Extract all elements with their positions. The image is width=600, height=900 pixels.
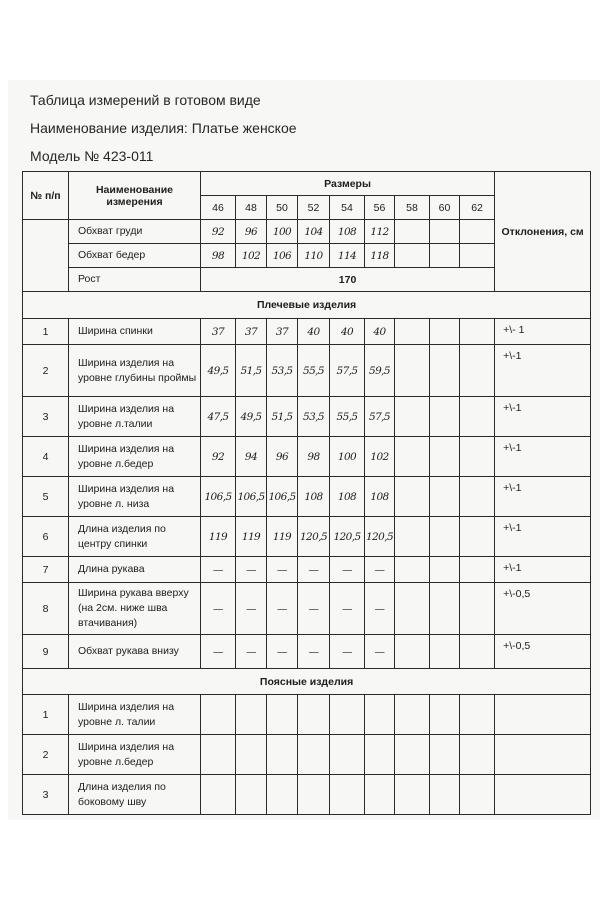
size-cell: 48 [236, 196, 267, 220]
row-number: 3 [23, 775, 69, 815]
deviation-value: +\-1 [495, 557, 591, 583]
measure-value: 98 [201, 244, 236, 268]
measure-value: 51,5 [267, 397, 298, 437]
measure-value: 37 [267, 319, 298, 345]
row-number: 1 [23, 319, 69, 345]
measure-value: 120,5 [330, 517, 365, 557]
row-number: 4 [23, 437, 69, 477]
row-number: 2 [23, 345, 69, 397]
empty-value-cell [236, 735, 267, 775]
measure-value: 47,5 [201, 397, 236, 437]
size-cell: 50 [267, 196, 298, 220]
size-cell: 52 [298, 196, 330, 220]
empty-number-cell [23, 220, 69, 292]
measure-value: 100 [330, 437, 365, 477]
measure-name: Ширина изделия на уровне л.бедер [69, 437, 201, 477]
measure-value: 108 [365, 477, 395, 517]
measure-value [395, 517, 430, 557]
measure-name: Ширина рукава вверху (на 2см. ниже шва втачивания) [69, 583, 201, 635]
size-cell: 60 [430, 196, 460, 220]
measure-value: — [236, 635, 267, 669]
empty-value-cell [395, 775, 430, 815]
empty-value-cell [267, 735, 298, 775]
deviation-value: +\-1 [495, 345, 591, 397]
empty-value-cell [201, 695, 236, 735]
measure-value [430, 477, 460, 517]
measure-name: Обхват груди [69, 220, 201, 244]
empty-value-cell [298, 775, 330, 815]
measure-value: 49,5 [201, 345, 236, 397]
measure-value: 98 [298, 437, 330, 477]
empty-value-cell [201, 735, 236, 775]
measure-value: — [267, 635, 298, 669]
measure-value [460, 397, 495, 437]
empty-value-cell [430, 735, 460, 775]
measure-value: 57,5 [365, 397, 395, 437]
measurement-table [22, 171, 591, 815]
empty-value-cell [430, 775, 460, 815]
height-label: Рост [69, 268, 201, 292]
measure-name: Длина изделия по боковому шву [69, 775, 201, 815]
number-header: № п/п [23, 172, 69, 220]
empty-deviation-cell [495, 775, 591, 815]
measure-value: 114 [330, 244, 365, 268]
measure-name: Обхват бедер [69, 244, 201, 268]
measure-value [395, 437, 430, 477]
measure-value: — [201, 635, 236, 669]
measure-value: 92 [201, 437, 236, 477]
measure-value [430, 437, 460, 477]
measure-value [395, 583, 430, 635]
measure-value: 120,5 [298, 517, 330, 557]
empty-value-cell [201, 775, 236, 815]
empty-value-cell [298, 695, 330, 735]
measure-value [395, 319, 430, 345]
measure-value: 108 [330, 220, 365, 244]
row-number: 2 [23, 735, 69, 775]
model-number: Модель № 423-011 [30, 148, 154, 164]
empty-value-cell [365, 695, 395, 735]
measure-value [430, 244, 460, 268]
empty-value-cell [298, 735, 330, 775]
name-header: Наименование измерения [69, 172, 201, 220]
measure-value [395, 557, 430, 583]
table-row [23, 517, 591, 557]
measure-value: 108 [330, 477, 365, 517]
measure-name: Ширина изделия на уровне л. низа [69, 477, 201, 517]
size-cell: 62 [460, 196, 495, 220]
measure-name: Ширина спинки [69, 319, 201, 345]
measure-value [395, 635, 430, 669]
measure-value [460, 345, 495, 397]
measure-value: — [365, 583, 395, 635]
row-number: 5 [23, 477, 69, 517]
measure-value: — [236, 583, 267, 635]
row-number: 9 [23, 635, 69, 669]
measure-value [430, 557, 460, 583]
table-row [23, 557, 591, 583]
measure-value: 119 [236, 517, 267, 557]
measure-value: 37 [201, 319, 236, 345]
measure-value [430, 220, 460, 244]
measure-value: 106,5 [267, 477, 298, 517]
measure-value: 102 [365, 437, 395, 477]
empty-deviation-cell [495, 735, 591, 775]
table-row [23, 735, 591, 775]
table-row [23, 437, 591, 477]
row-number: 6 [23, 517, 69, 557]
measure-value: 100 [267, 220, 298, 244]
measure-value: — [236, 557, 267, 583]
section-row [23, 669, 591, 695]
measure-value: — [298, 583, 330, 635]
measure-value: — [201, 583, 236, 635]
size-cell: 56 [365, 196, 395, 220]
table-row [23, 583, 591, 635]
empty-value-cell [330, 775, 365, 815]
row-number: 1 [23, 695, 69, 735]
deviation-value: +\-1 [495, 517, 591, 557]
measure-value: 94 [236, 437, 267, 477]
empty-value-cell [460, 735, 495, 775]
measure-value: 37 [236, 319, 267, 345]
measure-value [430, 345, 460, 397]
deviation-value: +\-0,5 [495, 583, 591, 635]
measure-value: — [330, 583, 365, 635]
measure-value [430, 635, 460, 669]
row-number: 3 [23, 397, 69, 437]
measure-value [430, 583, 460, 635]
measure-value: 108 [298, 477, 330, 517]
measure-value: — [330, 635, 365, 669]
deviation-value: +\-1 [495, 477, 591, 517]
measure-value: 40 [365, 319, 395, 345]
measure-value: 106 [267, 244, 298, 268]
deviation-value: +\-0,5 [495, 635, 591, 669]
measure-name: Ширина изделия на уровне л. талии [69, 695, 201, 735]
measure-value [460, 220, 495, 244]
row-number: 7 [23, 557, 69, 583]
size-cell: 46 [201, 196, 236, 220]
deviation-header: Отклонения, см [495, 172, 591, 292]
measure-name: Ширина изделия на уровне л.талии [69, 397, 201, 437]
measure-value [460, 244, 495, 268]
measure-value: 110 [298, 244, 330, 268]
section-title: Поясные изделия [23, 669, 591, 695]
measure-value: — [298, 557, 330, 583]
empty-deviation-cell [495, 695, 591, 735]
empty-value-cell [430, 695, 460, 735]
empty-value-cell [460, 695, 495, 735]
measure-value: 53,5 [267, 345, 298, 397]
measure-value [460, 477, 495, 517]
row-number: 8 [23, 583, 69, 635]
table-row [23, 319, 591, 345]
measure-value [430, 517, 460, 557]
table-row [23, 345, 591, 397]
measure-value: 120,5 [365, 517, 395, 557]
measure-value: 118 [365, 244, 395, 268]
sizes-header: Размеры [201, 172, 495, 196]
empty-value-cell [395, 695, 430, 735]
measure-value: 40 [298, 319, 330, 345]
measure-value: 55,5 [298, 345, 330, 397]
measure-value: 51,5 [236, 345, 267, 397]
measure-value: 59,5 [365, 345, 395, 397]
table-header-row [23, 172, 591, 196]
measure-value: 96 [267, 437, 298, 477]
height-value: 170 [201, 268, 495, 292]
measure-value [395, 477, 430, 517]
document-title: Таблица измерений в готовом виде [30, 92, 261, 108]
measure-name: Длина рукава [69, 557, 201, 583]
measure-value: 104 [298, 220, 330, 244]
empty-value-cell [236, 775, 267, 815]
product-name: Наименование изделия: Платье женское [30, 120, 297, 136]
measure-value: — [267, 583, 298, 635]
measure-value: — [298, 635, 330, 669]
size-cell: 54 [330, 196, 365, 220]
table-row [23, 397, 591, 437]
measure-value: — [330, 557, 365, 583]
measure-name: Ширина изделия на уровне л.бедер [69, 735, 201, 775]
measure-value: 40 [330, 319, 365, 345]
measure-name: Обхват рукава внизу [69, 635, 201, 669]
measure-value: 102 [236, 244, 267, 268]
table-row [23, 695, 591, 735]
measure-value [460, 557, 495, 583]
measure-value [395, 244, 430, 268]
empty-value-cell [365, 775, 395, 815]
empty-value-cell [460, 775, 495, 815]
measure-value: 96 [236, 220, 267, 244]
measure-value [395, 345, 430, 397]
measure-value [430, 319, 460, 345]
measure-value: — [365, 635, 395, 669]
measure-value: — [267, 557, 298, 583]
measure-value [460, 319, 495, 345]
measure-name: Длина изделия по центру спинки [69, 517, 201, 557]
measure-value [460, 583, 495, 635]
section-title: Плечевые изделия [23, 292, 591, 319]
measure-value: 112 [365, 220, 395, 244]
measure-value [395, 397, 430, 437]
measure-value: — [365, 557, 395, 583]
table-row [23, 775, 591, 815]
measure-name: Ширина изделия на уровне глубины проймы [69, 345, 201, 397]
table-row [23, 635, 591, 669]
measure-value [430, 397, 460, 437]
measure-value: 119 [201, 517, 236, 557]
measure-value [460, 635, 495, 669]
size-cell: 58 [395, 196, 430, 220]
empty-value-cell [330, 695, 365, 735]
deviation-value: +\-1 [495, 437, 591, 477]
measure-value: — [201, 557, 236, 583]
empty-value-cell [267, 695, 298, 735]
empty-value-cell [267, 775, 298, 815]
section-row [23, 292, 591, 319]
table-row [23, 477, 591, 517]
measure-value: 55,5 [330, 397, 365, 437]
deviation-value: +\-1 [495, 397, 591, 437]
empty-value-cell [236, 695, 267, 735]
measure-value [395, 220, 430, 244]
empty-value-cell [330, 735, 365, 775]
deviation-value: +\- 1 [495, 319, 591, 345]
measure-value: 49,5 [236, 397, 267, 437]
measure-value: 119 [267, 517, 298, 557]
measure-value: 106,5 [201, 477, 236, 517]
empty-value-cell [365, 735, 395, 775]
empty-value-cell [395, 735, 430, 775]
measure-value: 92 [201, 220, 236, 244]
measure-value [460, 437, 495, 477]
measure-value: 106,5 [236, 477, 267, 517]
measure-value [460, 517, 495, 557]
measure-value: 57,5 [330, 345, 365, 397]
measure-value: 53,5 [298, 397, 330, 437]
